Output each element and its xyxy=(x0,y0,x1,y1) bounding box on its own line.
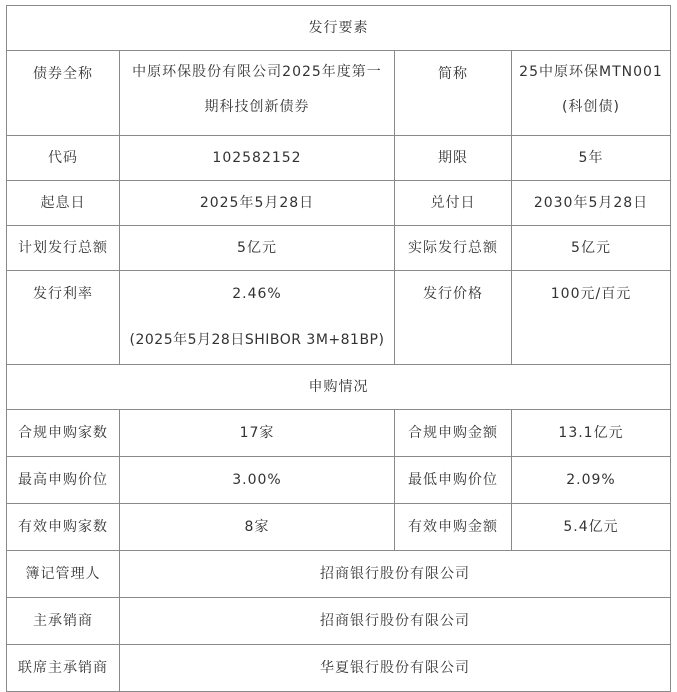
maturity-date-label: 兑付日 xyxy=(395,181,512,226)
planned-amount-value: 5亿元 xyxy=(120,226,395,271)
rate-label: 发行利率 xyxy=(7,271,120,365)
compliant-amount-value: 13.1亿元 xyxy=(512,410,671,457)
min-price-value: 2.09% xyxy=(512,457,671,504)
table-row xyxy=(7,226,671,271)
actual-amount-label: 实际发行总额 xyxy=(395,226,512,271)
rate-value: 2.46% xyxy=(232,286,282,302)
joint-lead-label: 联席主承销商 xyxy=(7,645,120,692)
term-label: 期限 xyxy=(395,136,512,181)
table-row xyxy=(7,271,671,365)
lead-underwriter-label: 主承销商 xyxy=(7,598,120,645)
rate-value-cell xyxy=(120,271,395,365)
table-row xyxy=(7,598,671,645)
maturity-date-value: 2030年5月28日 xyxy=(512,181,671,226)
value-date-value: 2025年5月28日 xyxy=(120,181,395,226)
valid-amount-value: 5.4亿元 xyxy=(512,504,671,551)
bookrunner-value: 招商银行股份有限公司 xyxy=(120,551,671,598)
planned-amount-label: 计划发行总额 xyxy=(7,226,120,271)
short-name-line2: (科创债) xyxy=(562,99,620,115)
table-row xyxy=(7,51,671,136)
rate-note: (2025年5月28日SHIBOR 3M+81BP) xyxy=(129,332,385,348)
bond-issuance-table xyxy=(6,5,671,692)
table-row xyxy=(7,551,671,598)
table-row xyxy=(7,504,671,551)
section-header-row xyxy=(7,6,671,51)
max-price-label: 最高申购价位 xyxy=(7,457,120,504)
price-label: 发行价格 xyxy=(395,271,512,365)
price-value: 100元/百元 xyxy=(512,271,671,365)
code-label: 代码 xyxy=(7,136,120,181)
table-row xyxy=(7,645,671,692)
full-name-line1: 中原环保股份有限公司2025年度第一 xyxy=(132,64,382,80)
short-name-line1: 25中原环保MTN001 xyxy=(519,64,663,80)
bookrunner-label: 簿记管理人 xyxy=(7,551,120,598)
full-name-value xyxy=(120,51,395,136)
compliant-count-label: 合规申购家数 xyxy=(7,410,120,457)
min-price-label: 最低申购价位 xyxy=(395,457,512,504)
full-name-line2: 期科技创新债券 xyxy=(204,99,310,115)
table-row xyxy=(7,457,671,504)
value-date-label: 起息日 xyxy=(7,181,120,226)
table-row xyxy=(7,181,671,226)
lead-underwriter-value: 招商银行股份有限公司 xyxy=(120,598,671,645)
actual-amount-value: 5亿元 xyxy=(512,226,671,271)
short-name-value xyxy=(512,51,671,136)
valid-count-label: 有效申购家数 xyxy=(7,504,120,551)
valid-amount-label: 有效申购金额 xyxy=(395,504,512,551)
term-value: 5年 xyxy=(512,136,671,181)
section-header-row xyxy=(7,365,671,410)
compliant-amount-label: 合规申购金额 xyxy=(395,410,512,457)
compliant-count-value: 17家 xyxy=(120,410,395,457)
full-name-label: 债券全称 xyxy=(7,51,120,136)
joint-lead-value: 华夏银行股份有限公司 xyxy=(120,645,671,692)
table-row xyxy=(7,410,671,457)
section-title-issue-elements: 发行要素 xyxy=(7,6,671,51)
valid-count-value: 8家 xyxy=(120,504,395,551)
table-row xyxy=(7,136,671,181)
section-title-subscription: 申购情况 xyxy=(7,365,671,410)
short-name-label: 简称 xyxy=(395,51,512,136)
code-value: 102582152 xyxy=(120,136,395,181)
max-price-value: 3.00% xyxy=(120,457,395,504)
